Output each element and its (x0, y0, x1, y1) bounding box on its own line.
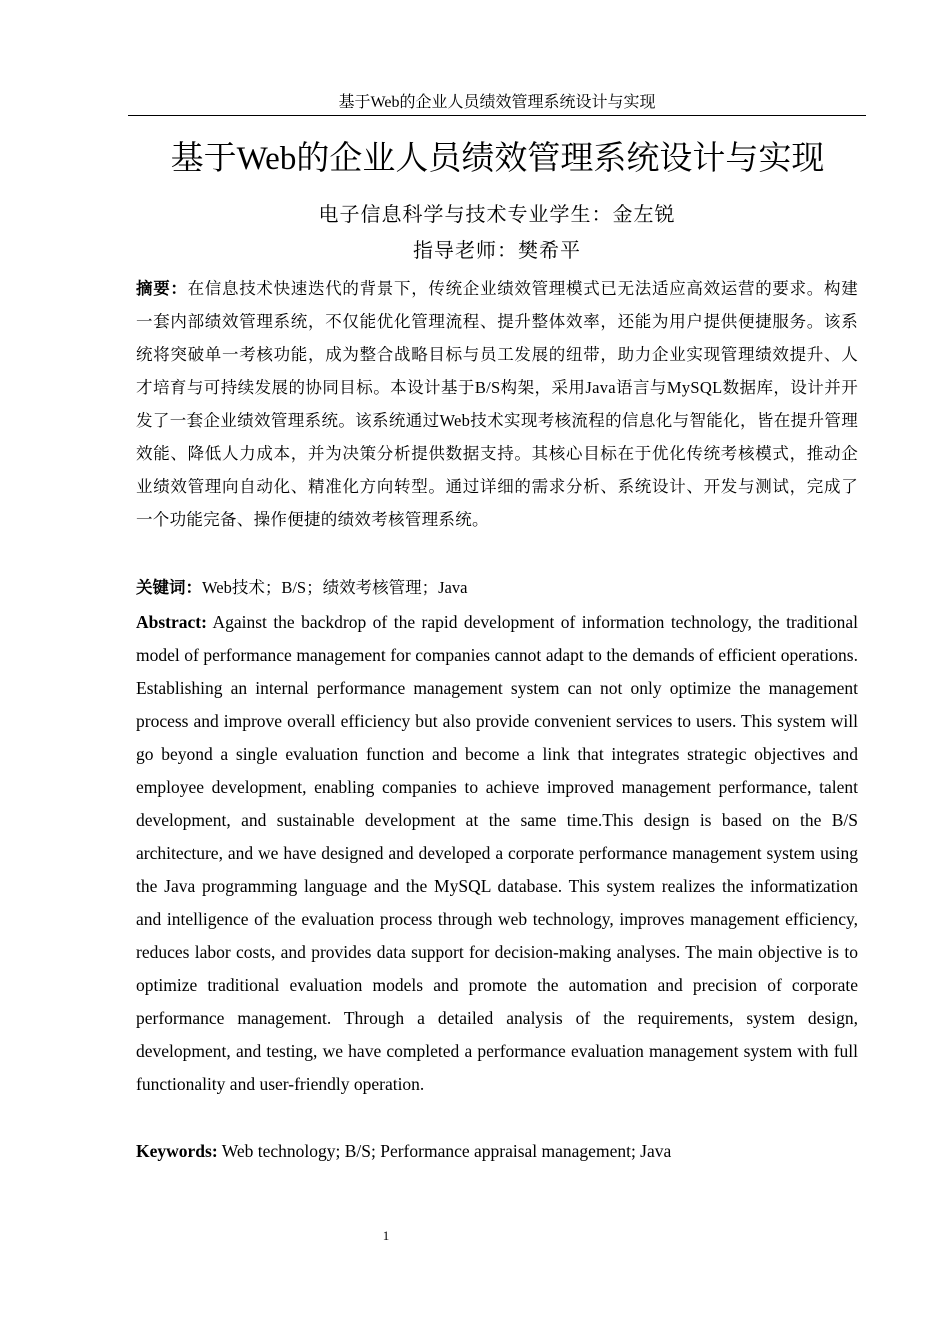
abstract-en-text: Against the backdrop of the rapid development of information technology, the traditional model of performance management for companies cannot adapt to the demands of efficient operations. Establishing an internal performance management system can not only optimize the management process and improve overall efficiency but also provide convenient services to users. This system will go beyond a single evaluation function and become a link that integrates strategic objectives and employee development, enabling companies to achieve improved management performance, talent development, and sustainable development at the same time.This design is based on the B/S architecture, and we have designed and developed a corporate performance management system using the Java programming language and the MySQL database. This system realizes the informatization and intelligence of the evaluation process through web technology, improves management efficiency, reduces labor costs, and provides data support for decision-making analyses. The main objective is to optimize traditional evaluation models and promote the automation and precision of corporate performance management. Through a detailed analysis of the requirements, system design, development, and testing, we have completed a performance evaluation management system with full functionality and user-friendly operation. (136, 612, 858, 1094)
running-header: 基于Web的企业人员绩效管理系统设计与实现 (338, 94, 656, 111)
keywords-en (136, 1136, 858, 1166)
page-number: 1 (382, 1228, 390, 1243)
keywords-en-label: Keywords: (136, 1141, 218, 1161)
advisor-line: 指导老师：樊希平 (413, 240, 581, 262)
paper-title: 基于Web的企业人员绩效管理系统设计与实现 (170, 141, 825, 177)
author-line: 电子信息科学与技术专业学生：金左锐 (318, 204, 676, 226)
abstract-cn-text: 在信息技术快速迭代的背景下，传统企业绩效管理模式已无法适应高效运营的要求。构建一套内部绩效管理系统，不仅能优化管理流程、提升整体效率，还能为用户提供便捷服务。该系统将突破单一考核功能，成为整合战略目标与员工发展的纽带，助力企业实现管理绩效提升、人才培育与可持续发展的协同目标。本设计基于B/S构架，采用Java语言与MySQL数据库，设计并开发了一套企业绩效管理系统。该系统通过Web技术实现考核流程的信息化与智能化，皆在提升管理效能、降低人力成本，并为决策分析提供数据支持。其核心目标在于优化传统考核模式，推动企业绩效管理向自动化、精准化方向转型。通过详细的需求分析、系统设计、开发与测试，完成了一个功能完备、操作便捷的绩效考核管理系统。 (136, 279, 859, 529)
header-rule (128, 115, 866, 116)
abstract-en (136, 606, 858, 1101)
abstract-cn-label: 摘要： (136, 279, 188, 298)
keywords-cn-label: 关键词： (136, 578, 202, 597)
keywords-cn-text: Web技术；B/S；绩效考核管理；Java (202, 578, 468, 597)
keywords-en-text: Web technology; B/S; Performance appraisal management; Java (221, 1141, 672, 1161)
keywords-cn (136, 573, 858, 603)
abstract-cn (136, 272, 858, 536)
abstract-en-label: Abstract: (136, 612, 207, 632)
